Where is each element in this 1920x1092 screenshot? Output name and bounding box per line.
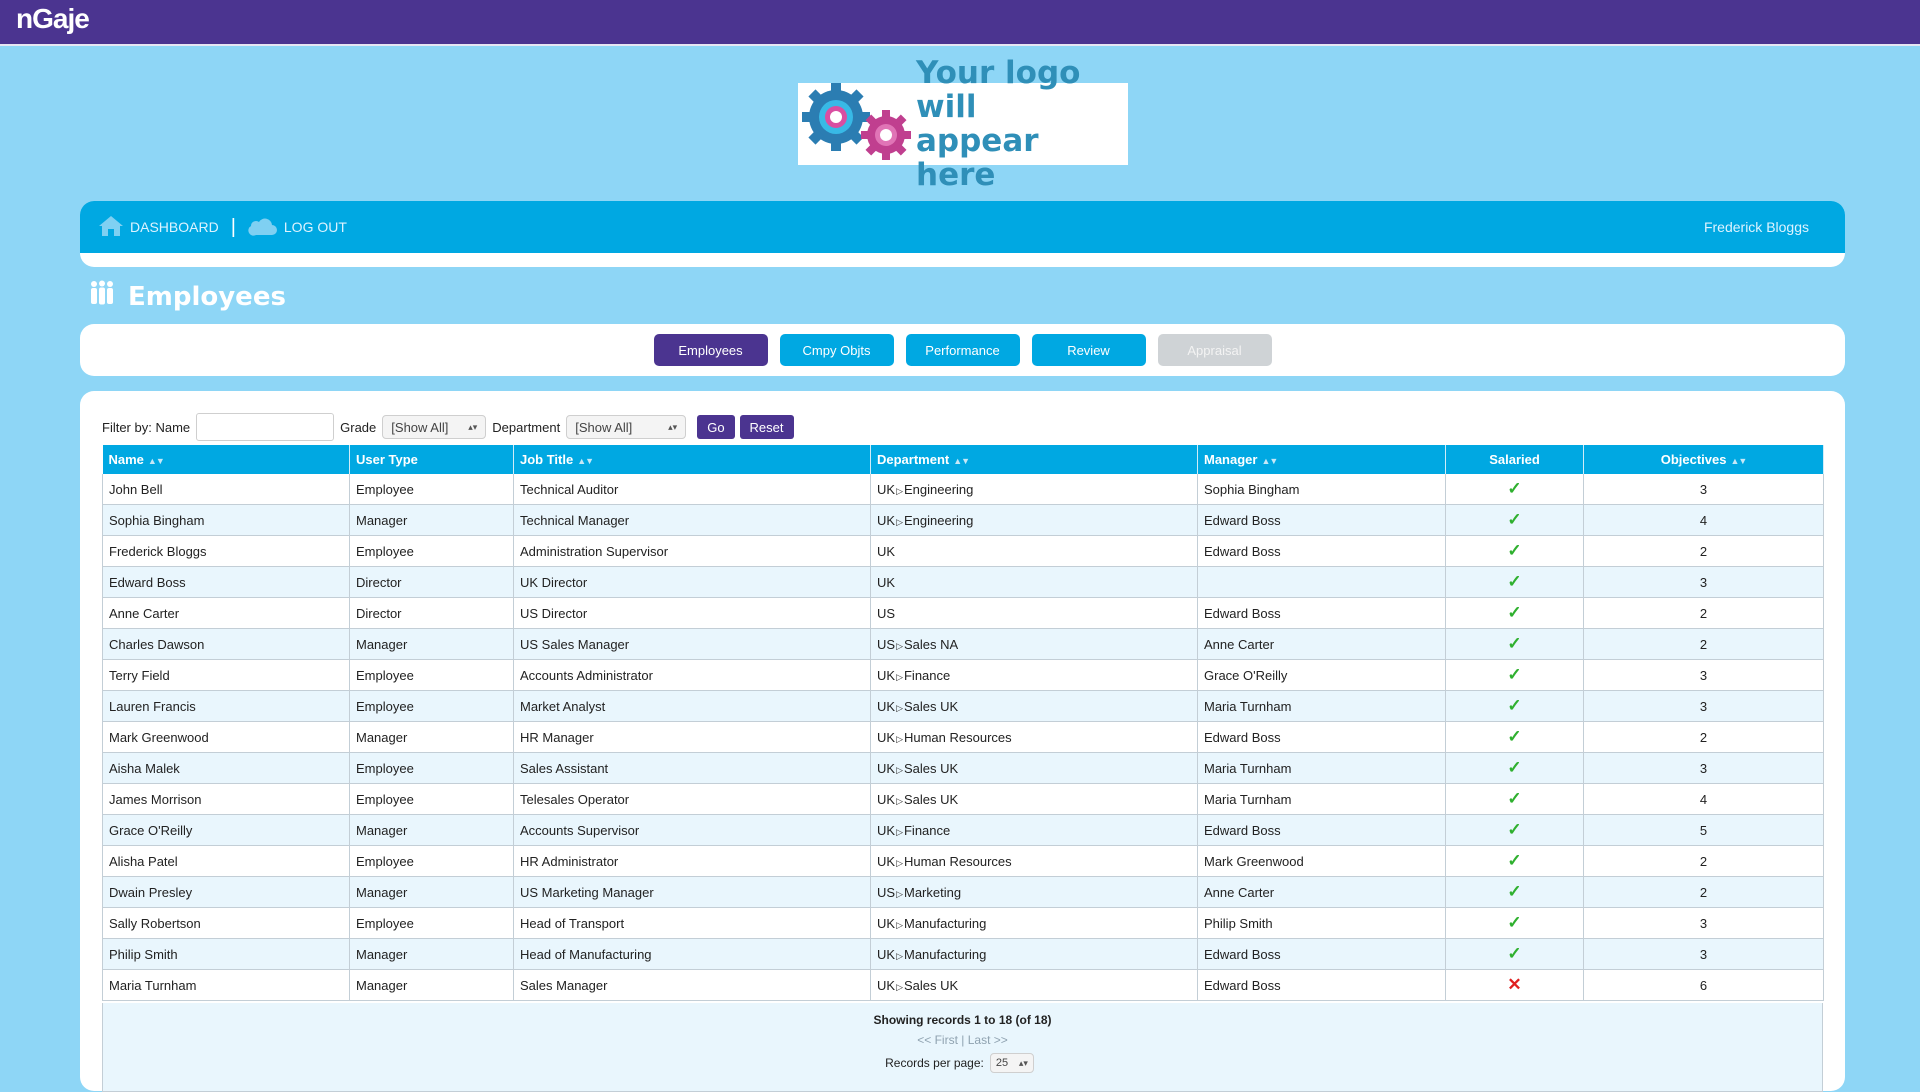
cell-job-title: US Director <box>514 598 871 629</box>
cell-job-title: Technical Auditor <box>514 474 871 505</box>
cell-objectives: 3 <box>1584 567 1824 598</box>
cell-name: James Morrison <box>103 784 350 815</box>
cross-icon: ✕ <box>1507 975 1522 994</box>
grade-select[interactable] <box>382 415 486 439</box>
cell-job-title: Administration Supervisor <box>514 536 871 567</box>
nav-logout[interactable] <box>248 216 347 239</box>
table-row[interactable] <box>103 660 1824 691</box>
department-part: Sales UK <box>903 698 959 714</box>
cell-objectives: 2 <box>1584 877 1824 908</box>
tab-appraisal: Appraisal <box>1158 334 1272 366</box>
cell-department <box>871 598 1198 629</box>
cell-manager: Edward Boss <box>1198 536 1446 567</box>
cell-department <box>871 908 1198 939</box>
cell-salaried <box>1446 784 1584 815</box>
check-icon: ✓ <box>1507 696 1522 715</box>
cell-name: Philip Smith <box>103 939 350 970</box>
cell-user-type: Employee <box>350 784 514 815</box>
department-part: Manufacturing <box>903 946 987 962</box>
cell-department <box>871 691 1198 722</box>
nav-separator: | <box>230 215 236 238</box>
department-part: UK <box>877 574 896 590</box>
nav-bar <box>80 201 1845 253</box>
department-part: US <box>877 884 896 900</box>
cell-user-type: Director <box>350 598 514 629</box>
department-part: UK <box>877 853 896 869</box>
table-header <box>103 445 1824 474</box>
cell-department <box>871 784 1198 815</box>
department-part: UK <box>877 543 896 559</box>
last-page-link[interactable]: Last >> <box>967 1033 1008 1047</box>
table-row[interactable] <box>103 846 1824 877</box>
cell-job-title: HR Administrator <box>514 846 871 877</box>
cell-job-title: Accounts Administrator <box>514 660 871 691</box>
cell-user-type: Manager <box>350 629 514 660</box>
cell-name: Aisha Malek <box>103 753 350 784</box>
cell-user-type: Director <box>350 567 514 598</box>
page-link-separator: | <box>961 1033 965 1047</box>
cell-job-title: Sales Manager <box>514 970 871 1001</box>
home-icon <box>98 215 124 240</box>
column-header-label: Manager <box>1204 452 1258 467</box>
cell-name: Edward Boss <box>103 567 350 598</box>
department-path-arrow-icon: ▷ <box>896 888 903 899</box>
cell-name: Dwain Presley <box>103 877 350 908</box>
department-part: US <box>877 636 896 652</box>
cell-user-type: Employee <box>350 474 514 505</box>
department-select-value: [Show All] <box>575 419 633 435</box>
cell-department <box>871 939 1198 970</box>
cell-salaried <box>1446 908 1584 939</box>
department-part: Sales NA <box>903 636 959 652</box>
cell-objectives: 6 <box>1584 970 1824 1001</box>
cell-manager: Grace O'Reilly <box>1198 660 1446 691</box>
department-path-arrow-icon: ▷ <box>896 919 903 930</box>
check-icon: ✓ <box>1507 541 1522 560</box>
department-part: UK <box>877 760 896 776</box>
cell-department <box>871 815 1198 846</box>
sort-arrows-icon[interactable]: ▲▼ <box>577 456 594 466</box>
records-per-page <box>103 1053 1822 1073</box>
check-icon: ✓ <box>1507 882 1522 901</box>
cell-salaried <box>1446 598 1584 629</box>
department-part: Sales UK <box>903 791 959 807</box>
column-header-objectives[interactable] <box>1584 445 1824 474</box>
people-icon <box>90 280 114 313</box>
cell-salaried <box>1446 753 1584 784</box>
cell-user-type: Manager <box>350 877 514 908</box>
check-icon: ✓ <box>1507 727 1522 746</box>
department-path-arrow-icon: ▷ <box>896 485 903 496</box>
check-icon: ✓ <box>1507 510 1522 529</box>
department-path-arrow-icon: ▷ <box>896 950 903 961</box>
cell-salaried <box>1446 505 1584 536</box>
cell-job-title: UK Director <box>514 567 871 598</box>
cell-name: Sophia Bingham <box>103 505 350 536</box>
cell-department <box>871 505 1198 536</box>
cell-job-title: HR Manager <box>514 722 871 753</box>
cell-objectives: 3 <box>1584 908 1824 939</box>
cell-salaried <box>1446 815 1584 846</box>
cell-department <box>871 846 1198 877</box>
check-icon: ✓ <box>1507 634 1522 653</box>
cell-name: Terry Field <box>103 660 350 691</box>
sort-arrows-icon[interactable]: ▲▼ <box>1261 456 1278 466</box>
cell-department <box>871 970 1198 1001</box>
department-path-arrow-icon: ▷ <box>896 671 903 682</box>
cell-job-title: Head of Transport <box>514 908 871 939</box>
cell-objectives: 2 <box>1584 598 1824 629</box>
department-part: UK <box>877 512 896 528</box>
cell-user-type: Employee <box>350 691 514 722</box>
cell-objectives: 3 <box>1584 474 1824 505</box>
cell-job-title: Market Analyst <box>514 691 871 722</box>
cell-objectives: 2 <box>1584 722 1824 753</box>
logo-line-1: Your logo will <box>916 55 1081 125</box>
department-part: Finance <box>903 667 951 683</box>
department-part: Engineering <box>903 512 974 528</box>
cell-manager: Mark Greenwood <box>1198 846 1446 877</box>
cell-objectives: 3 <box>1584 939 1824 970</box>
cell-name: Mark Greenwood <box>103 722 350 753</box>
department-path-arrow-icon: ▷ <box>896 795 903 806</box>
check-icon: ✓ <box>1507 479 1522 498</box>
check-icon: ✓ <box>1507 758 1522 777</box>
employees-panel <box>80 391 1845 1091</box>
department-path-arrow-icon: ▷ <box>896 702 903 713</box>
table-row[interactable] <box>103 784 1824 815</box>
department-part: UK <box>877 698 896 714</box>
table-row[interactable] <box>103 815 1824 846</box>
cell-department <box>871 753 1198 784</box>
logo-text <box>916 56 1128 192</box>
page-header <box>90 280 286 313</box>
table-row[interactable] <box>103 536 1824 567</box>
cell-name: Lauren Francis <box>103 691 350 722</box>
table-row[interactable] <box>103 970 1824 1001</box>
page-title: Employees <box>128 281 286 312</box>
cell-user-type: Employee <box>350 536 514 567</box>
column-header-label: Job Title <box>520 452 574 467</box>
cell-manager: Edward Boss <box>1198 598 1446 629</box>
department-part: UK <box>877 915 896 931</box>
cell-user-type: Employee <box>350 660 514 691</box>
select-arrows-icon: ▴▾ <box>668 421 678 432</box>
nav-logout-label: LOG OUT <box>283 219 347 235</box>
filter-bar <box>102 413 794 441</box>
cell-user-type: Manager <box>350 970 514 1001</box>
cell-salaried <box>1446 536 1584 567</box>
department-part: Human Resources <box>903 853 1012 869</box>
department-path-arrow-icon: ▷ <box>896 733 903 744</box>
department-part: US <box>877 605 896 621</box>
cell-job-title: Sales Assistant <box>514 753 871 784</box>
cell-salaried <box>1446 722 1584 753</box>
filter-grade-label: Grade <box>340 419 377 435</box>
cell-objectives: 4 <box>1584 784 1824 815</box>
cell-name: John Bell <box>103 474 350 505</box>
column-header-label: Objectives <box>1660 452 1727 467</box>
department-path-arrow-icon: ▷ <box>896 764 903 775</box>
cell-salaried <box>1446 970 1584 1001</box>
cell-user-type: Manager <box>350 722 514 753</box>
cell-manager: Maria Turnham <box>1198 784 1446 815</box>
check-icon: ✓ <box>1507 820 1522 839</box>
table-header-row <box>103 445 1824 474</box>
brand-logo[interactable]: nGaje <box>16 3 89 34</box>
check-icon: ✓ <box>1507 944 1522 963</box>
cell-department <box>871 474 1198 505</box>
column-header-label: User Type <box>356 452 418 467</box>
department-part: UK <box>877 667 896 683</box>
cell-objectives: 2 <box>1584 846 1824 877</box>
check-icon: ✓ <box>1507 851 1522 870</box>
check-icon: ✓ <box>1507 665 1522 684</box>
department-part: Human Resources <box>903 729 1012 745</box>
column-header-job-title[interactable] <box>514 445 871 474</box>
cell-manager: Edward Boss <box>1198 722 1446 753</box>
logo-line-2: appear here <box>916 123 1039 193</box>
sort-arrows-icon[interactable]: ▲▼ <box>1730 456 1747 466</box>
pagination <box>102 1003 1823 1092</box>
cell-name: Sally Robertson <box>103 908 350 939</box>
select-arrows-icon: ▴▾ <box>468 421 478 432</box>
cell-objectives: 3 <box>1584 660 1824 691</box>
nav-dashboard[interactable] <box>98 215 219 240</box>
company-logo-placeholder <box>798 55 1128 193</box>
tab-performance[interactable]: Performance <box>906 334 1020 366</box>
cell-manager: Edward Boss <box>1198 939 1446 970</box>
cell-objectives: 5 <box>1584 815 1824 846</box>
cell-name: Charles Dawson <box>103 629 350 660</box>
table-row[interactable] <box>103 505 1824 536</box>
table-row[interactable] <box>103 939 1824 970</box>
check-icon: ✓ <box>1507 913 1522 932</box>
cell-job-title: Technical Manager <box>514 505 871 536</box>
cell-salaried <box>1446 939 1584 970</box>
check-icon: ✓ <box>1507 603 1522 622</box>
cell-manager: Maria Turnham <box>1198 691 1446 722</box>
records-per-page-select[interactable] <box>990 1053 1034 1073</box>
cell-manager: Philip Smith <box>1198 908 1446 939</box>
filter-name-input[interactable] <box>196 413 334 441</box>
column-header-user-type <box>350 445 514 474</box>
cloud-icon <box>248 216 278 239</box>
cell-job-title: Telesales Operator <box>514 784 871 815</box>
department-part: UK <box>877 977 896 993</box>
cell-department <box>871 722 1198 753</box>
cell-objectives: 2 <box>1584 629 1824 660</box>
department-select[interactable] <box>566 415 686 439</box>
department-part: Engineering <box>903 481 974 497</box>
cell-user-type: Employee <box>350 753 514 784</box>
cell-user-type: Employee <box>350 846 514 877</box>
cell-salaried <box>1446 846 1584 877</box>
cell-user-type: Employee <box>350 908 514 939</box>
cell-manager: Maria Turnham <box>1198 753 1446 784</box>
department-part: Sales UK <box>903 977 959 993</box>
tab-employees[interactable]: Employees <box>654 334 768 366</box>
filter-name-label: Filter by: Name <box>102 419 191 435</box>
column-header-label: Salaried <box>1489 452 1540 467</box>
department-part: UK <box>877 729 896 745</box>
cell-department <box>871 629 1198 660</box>
records-per-page-label: Records per page: <box>885 1056 984 1070</box>
department-path-arrow-icon: ▷ <box>896 640 903 651</box>
department-part: Sales UK <box>903 760 959 776</box>
column-header-label: Name <box>108 452 144 467</box>
gears-icon <box>798 83 916 165</box>
records-per-page-value: 25 <box>995 1057 1009 1069</box>
cell-job-title: US Marketing Manager <box>514 877 871 908</box>
records-summary: Showing records 1 to 18 (of 18) <box>873 1013 1052 1027</box>
cell-objectives: 3 <box>1584 753 1824 784</box>
cell-manager: Edward Boss <box>1198 505 1446 536</box>
cell-salaried <box>1446 877 1584 908</box>
table-row[interactable] <box>103 908 1824 939</box>
cell-objectives: 3 <box>1584 691 1824 722</box>
cell-job-title: US Sales Manager <box>514 629 871 660</box>
table-row[interactable] <box>103 567 1824 598</box>
cell-name: Grace O'Reilly <box>103 815 350 846</box>
cell-manager: Edward Boss <box>1198 815 1446 846</box>
sort-arrows-icon[interactable]: ▲▼ <box>147 456 164 466</box>
go-button[interactable]: Go <box>697 415 734 439</box>
check-icon: ✓ <box>1507 572 1522 591</box>
cell-user-type: Manager <box>350 939 514 970</box>
cell-name: Alisha Patel <box>103 846 350 877</box>
cell-manager: Anne Carter <box>1198 629 1446 660</box>
table-row[interactable] <box>103 598 1824 629</box>
department-part: UK <box>877 822 896 838</box>
table-row[interactable] <box>103 691 1824 722</box>
table-body <box>103 474 1824 1001</box>
cell-name: Frederick Bloggs <box>103 536 350 567</box>
cell-job-title: Accounts Supervisor <box>514 815 871 846</box>
column-header-salaried <box>1446 445 1584 474</box>
cell-department <box>871 536 1198 567</box>
table-row[interactable] <box>103 753 1824 784</box>
table-row[interactable] <box>103 722 1824 753</box>
filter-department-label: Department <box>492 419 561 435</box>
cell-salaried <box>1446 474 1584 505</box>
cell-user-type: Manager <box>350 815 514 846</box>
grade-select-value: [Show All] <box>391 419 449 435</box>
nav-dashboard-label: DASHBOARD <box>130 219 219 235</box>
tab-company-objectives[interactable]: Cmpy Objts <box>780 334 894 366</box>
department-part: UK <box>877 481 896 497</box>
top-bar <box>0 0 1920 46</box>
department-part: Finance <box>903 822 951 838</box>
cell-manager <box>1198 567 1446 598</box>
cell-objectives: 2 <box>1584 536 1824 567</box>
column-header-label: Department <box>877 452 950 467</box>
current-user[interactable]: Frederick Bloggs <box>1703 219 1809 235</box>
check-icon: ✓ <box>1507 789 1522 808</box>
table-row[interactable] <box>103 474 1824 505</box>
cell-manager: Sophia Bingham <box>1198 474 1446 505</box>
cell-job-title: Head of Manufacturing <box>514 939 871 970</box>
cell-salaried <box>1446 567 1584 598</box>
department-part: Manufacturing <box>903 915 987 931</box>
select-arrows-icon: ▴▾ <box>1018 1057 1028 1068</box>
department-path-arrow-icon: ▷ <box>896 826 903 837</box>
department-path-arrow-icon: ▷ <box>896 857 903 868</box>
table-row[interactable] <box>103 877 1824 908</box>
employees-table <box>102 445 1824 1001</box>
cell-salaried <box>1446 660 1584 691</box>
cell-name: Maria Turnham <box>103 970 350 1001</box>
cell-salaried <box>1446 691 1584 722</box>
column-header-manager[interactable] <box>1198 445 1446 474</box>
page-links <box>103 1033 1822 1047</box>
tab-bar <box>80 324 1845 376</box>
department-part: UK <box>877 791 896 807</box>
cell-department <box>871 877 1198 908</box>
cell-manager: Anne Carter <box>1198 877 1446 908</box>
main-nav <box>80 201 1845 267</box>
cell-department <box>871 660 1198 691</box>
tab-review[interactable]: Review <box>1032 334 1146 366</box>
department-part: UK <box>877 946 896 962</box>
cell-user-type: Manager <box>350 505 514 536</box>
column-header-name[interactable] <box>103 445 350 474</box>
reset-button[interactable]: Reset <box>740 415 794 439</box>
department-path-arrow-icon: ▷ <box>896 981 903 992</box>
table-row[interactable] <box>103 629 1824 660</box>
cell-name: Anne Carter <box>103 598 350 629</box>
department-path-arrow-icon: ▷ <box>896 516 903 527</box>
sort-arrows-icon[interactable]: ▲▼ <box>953 456 970 466</box>
department-part: Marketing <box>903 884 962 900</box>
first-page-link[interactable]: << First <box>917 1033 958 1047</box>
cell-department <box>871 567 1198 598</box>
cell-manager: Edward Boss <box>1198 970 1446 1001</box>
column-header-department[interactable] <box>871 445 1198 474</box>
cell-objectives: 4 <box>1584 505 1824 536</box>
cell-salaried <box>1446 629 1584 660</box>
